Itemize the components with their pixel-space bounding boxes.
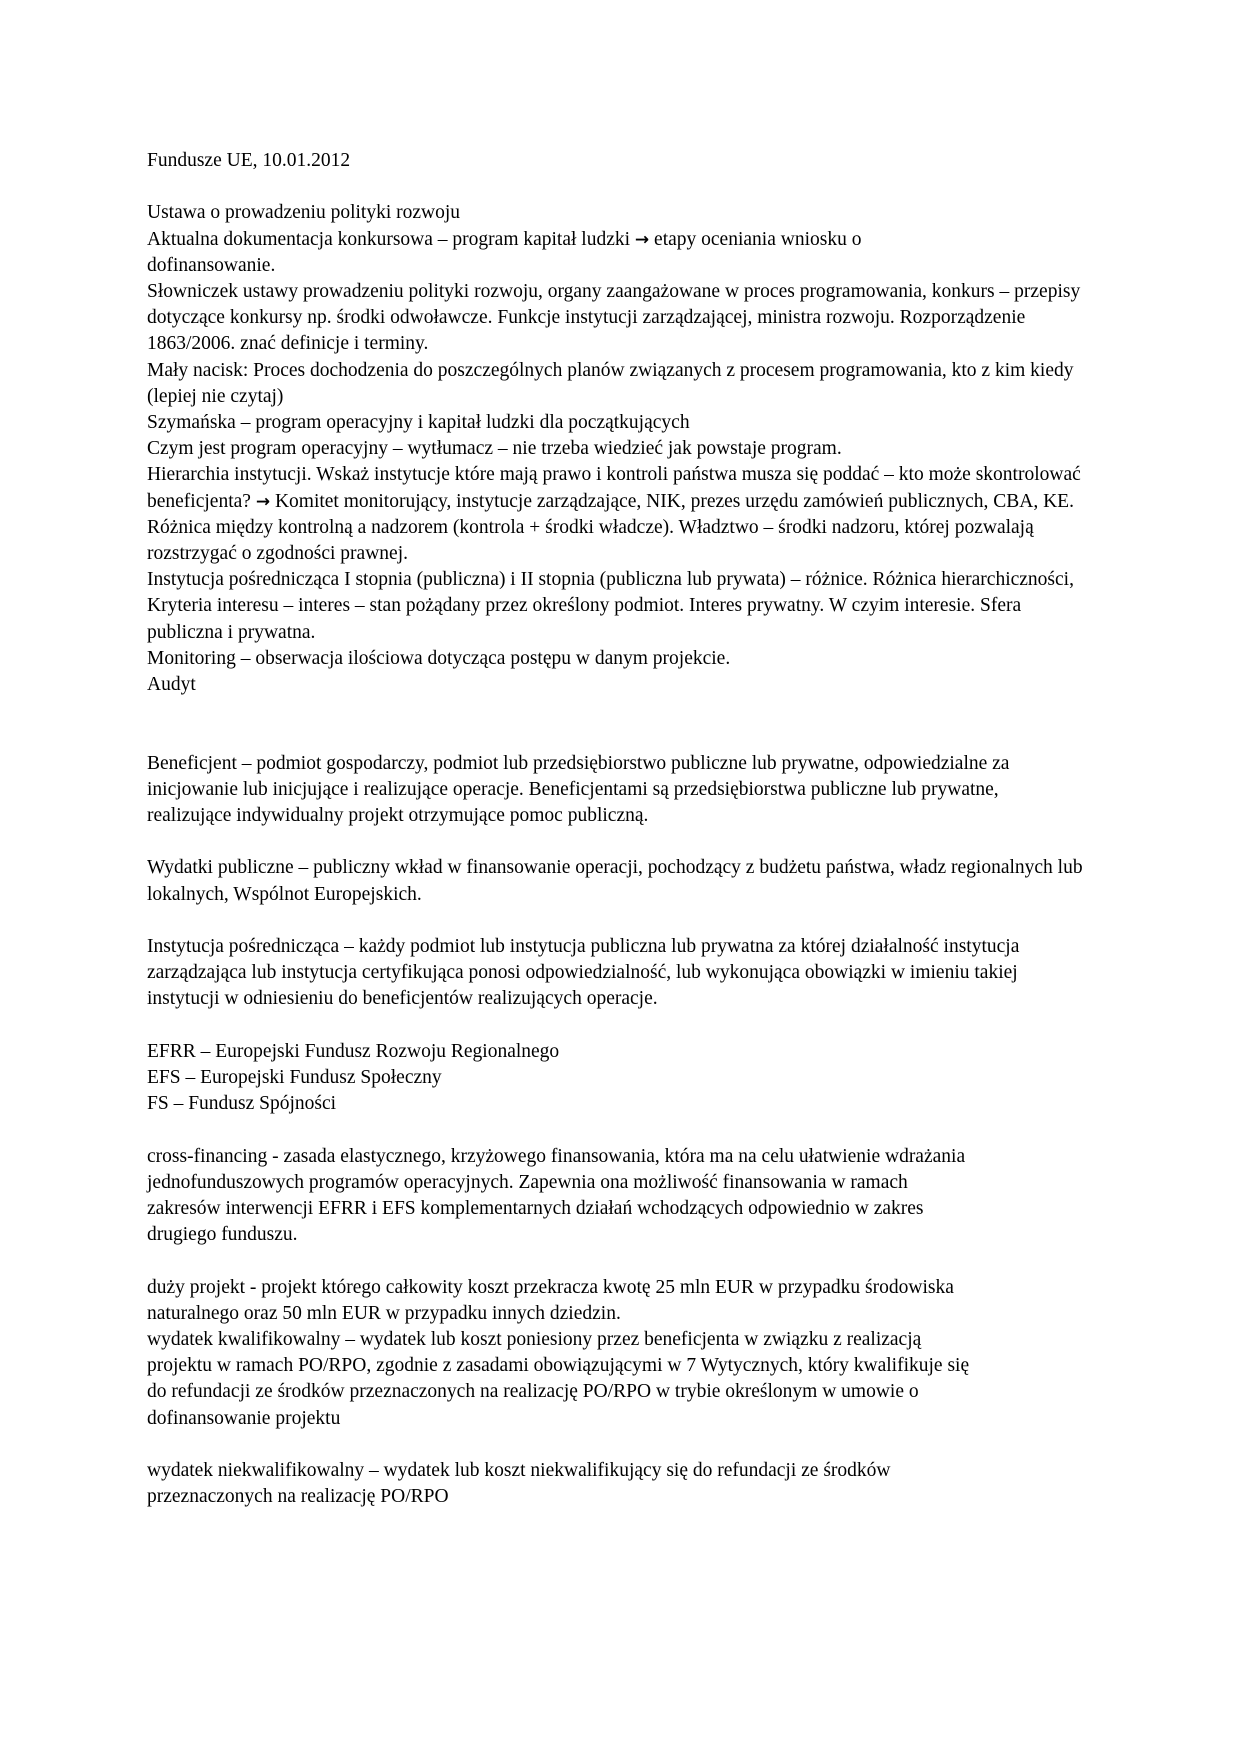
- note-line: [147, 227, 927, 279]
- spacer: [147, 1248, 1097, 1274]
- note-text: Aktualna dokumentacja konkursowa – program kapitał ludzki: [147, 228, 635, 250]
- note-text: Hierarchia instytucji. Wskaż instytucje które mają prawo i kontroli państwa musza się poddać – kto może skontrolować beneficjenta?: [147, 464, 1081, 512]
- note-line: Monitoring – obserwacja ilościowa dotycząca postępu w danym projekcie.: [147, 647, 731, 669]
- note-line: [147, 462, 1082, 514]
- note-line: Instytucja pośrednicząca I stopnia (publiczna) i II stopnia (publiczna lub prywata) – różnice. Różnica hierarchiczności,: [147, 569, 1074, 591]
- note-line: Szymańska – program operacyjny i kapitał ludzki dla początkujących: [147, 412, 690, 434]
- note-line: Mały nacisk: Proces dochodzenia do poszczególnych planów związanych z procesem programowania, kto z kim kiedy (lepiej nie czytaj): [147, 359, 1074, 407]
- fund-abbreviation: FS – Fundusz Spójności: [147, 1093, 337, 1115]
- arrow-right-icon: →: [634, 229, 650, 250]
- note-line: Czym jest program operacyjny – wytłumacz – nie trzeba wiedzieć jak powstaje program.: [147, 438, 842, 460]
- definition-paragraph: wydatek niekwalifikowalny – wydatek lub koszt niekwalifikujący się do refundacji ze środków przeznaczonych na realizację PO/RPO: [147, 1460, 891, 1508]
- spacer: [147, 829, 1097, 855]
- note-line: Audyt: [147, 674, 196, 696]
- fund-abbreviation: EFS – Europejski Fundusz Społeczny: [147, 1067, 442, 1089]
- note-line: Różnica między kontrolną a nadzorem (kontrola + środki władcze). Władztwo – środki nadzoru, której pozwalają rozstrzygać o zgodności prawnej.: [147, 516, 1034, 565]
- note-text: Komitet monitorujący, instytucje zarządzające, NIK, prezes urzędu zamówień publicznych, CBA, KE.: [270, 490, 1074, 512]
- definition-paragraph: Instytucja pośrednicząca – każdy podmiot lub instytucja publiczna lub prywatna za której działalność instytucja zarządzająca lub instytucja certyfikująca ponosi odpowiedzialność, lub wykonująca obowiązki w imieniu takiej instytucji w odniesieniu do beneficjentów realizujących operacje.: [147, 936, 1020, 1010]
- spacer: [147, 698, 1097, 750]
- document-body: [147, 148, 1097, 1510]
- definition-paragraph: Wydatki publiczne – publiczny wkład w finansowanie operacji, pochodzący z budżetu państwa, władz regionalnych lub lokalnych, Wspólnot Europejskich.: [147, 857, 1083, 905]
- definition-paragraph: wydatek kwalifikowalny – wydatek lub koszt poniesiony przez beneficjenta w związku z realizacją projektu w ramach PO/RPO, zgodnie z zasadami obowiązującymi w 7 Wytycznych, który kwalifikuje się do refundacji ze środków przeznaczonych na realizację PO/RPO w trybie określonym w umowie o dofinansowanie projektu: [147, 1329, 970, 1429]
- note-line: Słowniczek ustawy prowadzeniu polityki rozwoju, organy zaangażowane w proces programowania, konkurs – przepisy dotyczące konkursy np. środki odwoławcze. Funkcje instytucji zarządzającej, ministra rozwoju. Rozporządzenie 1863/2006. znać definicje i terminy.: [147, 281, 1081, 355]
- definition-paragraph: duży projekt - projekt którego całkowity koszt przekracza kwotę 25 mln EUR w przypadku środowiska naturalnego oraz 50 mln EUR w przypadku innych dziedzin.: [147, 1276, 954, 1324]
- definition-paragraph: cross-financing - zasada elastycznego, krzyżowego finansowania, która ma na celu ułatwienie wdrażania jednofunduszowych programów operacyjnych. Zapewnia ona możliwość finansowania w ramach zakresów interwencji EFRR i EFS komplementarnych działań wchodzących odpowiednio w zakres drugiego funduszu.: [147, 1145, 966, 1246]
- note-line: Kryteria interesu – interes – stan pożądany przez określony podmiot. Interes prywatny. W czyim interesie. Sfera publiczna i prywatna.: [147, 595, 1022, 643]
- document-title: Fundusze UE, 10.01.2012: [147, 150, 351, 171]
- spacer: [147, 174, 1097, 200]
- fund-abbreviation: EFRR – Europejski Fundusz Rozwoju Regionalnego: [147, 1040, 560, 1062]
- spacer: [147, 1013, 1097, 1039]
- definition-paragraph: Beneficjent – podmiot gospodarczy, podmiot lub przedsiębiorstwo publiczne lub prywatne, odpowiedzialne za inicjowanie lub inicjujące i realizujące operacje. Beneficjentami są przedsiębiorstwa publiczne lub prywatne, realizujące indywidualny projekt otrzymujące pomoc publiczną.: [147, 752, 1010, 827]
- spacer: [147, 1117, 1097, 1143]
- spacer: [147, 1432, 1097, 1458]
- arrow-right-icon: →: [255, 491, 271, 512]
- note-line: Ustawa o prowadzeniu polityki rozwoju: [147, 202, 461, 224]
- spacer: [147, 908, 1097, 934]
- note-text: etapy oceniania wniosku o dofinansowanie.: [147, 228, 862, 276]
